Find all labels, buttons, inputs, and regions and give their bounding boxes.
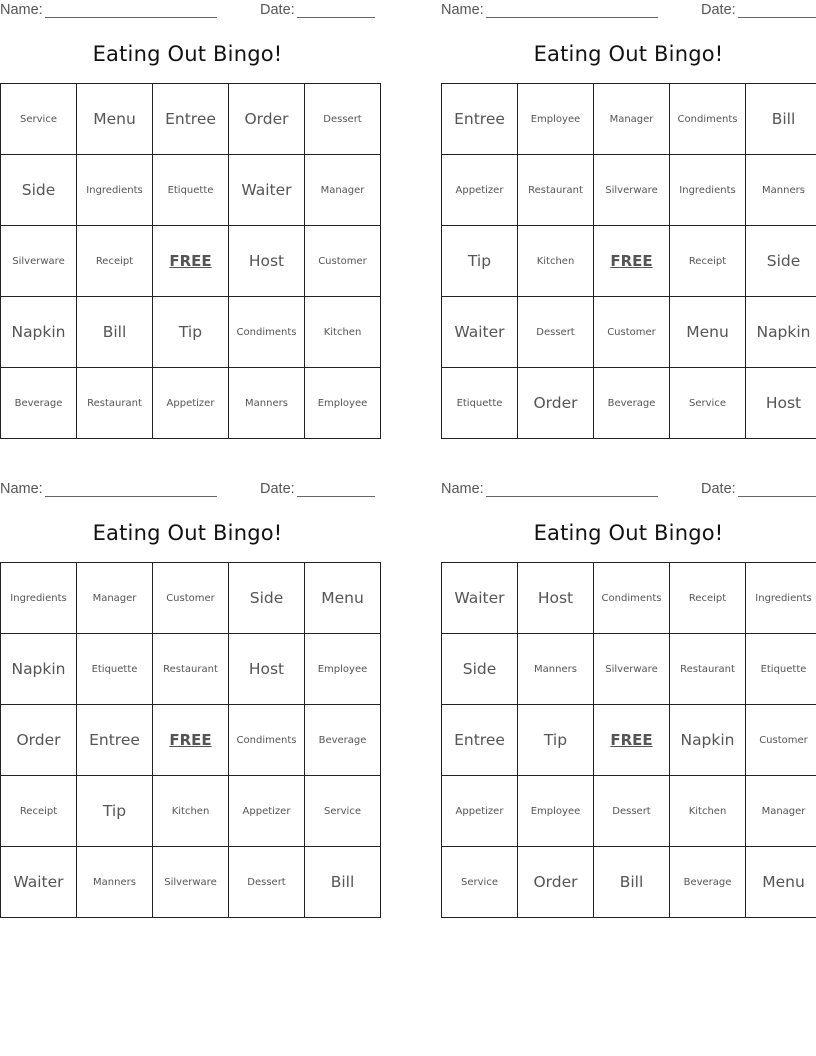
bingo-cell: Manners (229, 368, 305, 439)
bingo-cell: Entree (442, 705, 518, 776)
bingo-cell: Bill (305, 847, 381, 918)
date-field[interactable] (738, 17, 816, 18)
bingo-cell: Waiter (442, 563, 518, 634)
bingo-cell: Etiquette (153, 155, 229, 226)
bingo-cell: Side (229, 563, 305, 634)
bingo-cell: Napkin (1, 634, 77, 705)
bingo-cell: Appetizer (442, 776, 518, 847)
bingo-cell: Silverware (1, 226, 77, 297)
name-label: Name: (441, 2, 484, 18)
name-label: Name: (0, 2, 43, 18)
bingo-cell: Side (442, 634, 518, 705)
bingo-grid (441, 562, 816, 918)
bingo-cell: Manager (305, 155, 381, 226)
bingo-cell: Condiments (670, 84, 746, 155)
date-field[interactable] (738, 496, 816, 497)
name-date-line (0, 479, 376, 501)
free-space-cell: FREE (594, 226, 670, 297)
name-label: Name: (441, 481, 484, 497)
name-label: Name: (0, 481, 43, 497)
bingo-cell: Manager (746, 776, 816, 847)
bingo-cell: Menu (746, 847, 816, 918)
bingo-cell: Manners (746, 155, 816, 226)
date-label: Date: (260, 2, 295, 18)
bingo-cell: Silverware (594, 155, 670, 226)
bingo-cell: Appetizer (153, 368, 229, 439)
bingo-cell: Kitchen (670, 776, 746, 847)
bingo-cell: Beverage (305, 705, 381, 776)
bingo-cell: Condiments (594, 563, 670, 634)
bingo-cell: Receipt (1, 776, 77, 847)
card-title: Eating Out Bingo! (533, 521, 724, 545)
bingo-cell: Appetizer (442, 155, 518, 226)
bingo-cell: Waiter (1, 847, 77, 918)
bingo-cell: Service (305, 776, 381, 847)
bingo-cell: Service (670, 368, 746, 439)
free-space-cell: FREE (153, 705, 229, 776)
bingo-cell: Bill (594, 847, 670, 918)
bingo-cell: Etiquette (746, 634, 816, 705)
date-field[interactable] (297, 496, 375, 497)
bingo-cell: Manager (77, 563, 153, 634)
bingo-cell: Beverage (1, 368, 77, 439)
bingo-cell: Manners (518, 634, 594, 705)
bingo-cell: Ingredients (1, 563, 77, 634)
bingo-cell: Manager (594, 84, 670, 155)
bingo-cell: Condiments (229, 297, 305, 368)
bingo-cell: Entree (153, 84, 229, 155)
bingo-cell: Order (518, 847, 594, 918)
name-field[interactable] (45, 17, 217, 18)
bingo-cell: Entree (442, 84, 518, 155)
name-field[interactable] (486, 496, 658, 497)
bingo-cell: Host (229, 634, 305, 705)
bingo-cell: Napkin (670, 705, 746, 776)
bingo-grid (0, 83, 381, 439)
date-field[interactable] (297, 17, 375, 18)
bingo-cell: Dessert (229, 847, 305, 918)
free-space-cell: FREE (594, 705, 670, 776)
bingo-cell: Service (442, 847, 518, 918)
bingo-cell: Waiter (229, 155, 305, 226)
bingo-cell: Host (229, 226, 305, 297)
name-date-line (0, 0, 376, 22)
bingo-card-2 (441, 0, 816, 412)
bingo-card-3 (0, 479, 376, 891)
bingo-cell: Bill (77, 297, 153, 368)
bingo-cell: Kitchen (305, 297, 381, 368)
bingo-cell: Silverware (594, 634, 670, 705)
bingo-cell: Appetizer (229, 776, 305, 847)
bingo-cell: Tip (442, 226, 518, 297)
bingo-grid (0, 562, 381, 918)
bingo-cell: Employee (305, 634, 381, 705)
bingo-cell: Customer (746, 705, 816, 776)
bingo-cell: Ingredients (746, 563, 816, 634)
bingo-cell: Employee (518, 776, 594, 847)
bingo-cell: Tip (153, 297, 229, 368)
bingo-cell: Service (1, 84, 77, 155)
free-space-cell: FREE (153, 226, 229, 297)
bingo-cell: Restaurant (518, 155, 594, 226)
bingo-cell: Ingredients (670, 155, 746, 226)
bingo-cell: Dessert (594, 776, 670, 847)
card-title: Eating Out Bingo! (92, 521, 283, 545)
date-label: Date: (701, 2, 736, 18)
bingo-cell: Menu (670, 297, 746, 368)
bingo-cell: Customer (153, 563, 229, 634)
card-title: Eating Out Bingo! (533, 42, 724, 66)
bingo-cell: Restaurant (153, 634, 229, 705)
bingo-cell: Side (746, 226, 816, 297)
bingo-cell: Kitchen (518, 226, 594, 297)
bingo-cell: Employee (305, 368, 381, 439)
name-date-line (441, 479, 816, 501)
date-label: Date: (701, 481, 736, 497)
bingo-cell: Ingredients (77, 155, 153, 226)
bingo-card-1 (0, 0, 376, 409)
bingo-cell: Order (1, 705, 77, 776)
bingo-cell: Etiquette (77, 634, 153, 705)
bingo-cell: Bill (746, 84, 816, 155)
bingo-cell: Napkin (1, 297, 77, 368)
bingo-cell: Receipt (670, 226, 746, 297)
name-field[interactable] (45, 496, 217, 497)
bingo-cell: Menu (77, 84, 153, 155)
bingo-cell: Silverware (153, 847, 229, 918)
bingo-cell: Receipt (670, 563, 746, 634)
bingo-cell: Kitchen (153, 776, 229, 847)
bingo-cell: Manners (77, 847, 153, 918)
bingo-cell: Customer (594, 297, 670, 368)
bingo-cell: Beverage (670, 847, 746, 918)
bingo-cell: Waiter (442, 297, 518, 368)
name-field[interactable] (486, 17, 658, 18)
bingo-cell: Order (518, 368, 594, 439)
bingo-grid (441, 83, 816, 439)
bingo-cell: Entree (77, 705, 153, 776)
bingo-cell: Restaurant (77, 368, 153, 439)
bingo-cell: Condiments (229, 705, 305, 776)
name-date-line (441, 0, 816, 22)
bingo-cell: Side (1, 155, 77, 226)
bingo-cell: Order (229, 84, 305, 155)
bingo-cell: Etiquette (442, 368, 518, 439)
bingo-cell: Tip (518, 705, 594, 776)
card-title: Eating Out Bingo! (92, 42, 283, 66)
bingo-cell: Dessert (305, 84, 381, 155)
bingo-cell: Tip (77, 776, 153, 847)
bingo-cell: Beverage (594, 368, 670, 439)
bingo-cell: Napkin (746, 297, 816, 368)
bingo-cell: Menu (305, 563, 381, 634)
bingo-cell: Restaurant (670, 634, 746, 705)
date-label: Date: (260, 481, 295, 497)
bingo-card-4 (441, 479, 816, 891)
bingo-cell: Host (746, 368, 816, 439)
bingo-cell: Receipt (77, 226, 153, 297)
bingo-cell: Host (518, 563, 594, 634)
bingo-cell: Employee (518, 84, 594, 155)
bingo-cell: Dessert (518, 297, 594, 368)
bingo-cell: Customer (305, 226, 381, 297)
